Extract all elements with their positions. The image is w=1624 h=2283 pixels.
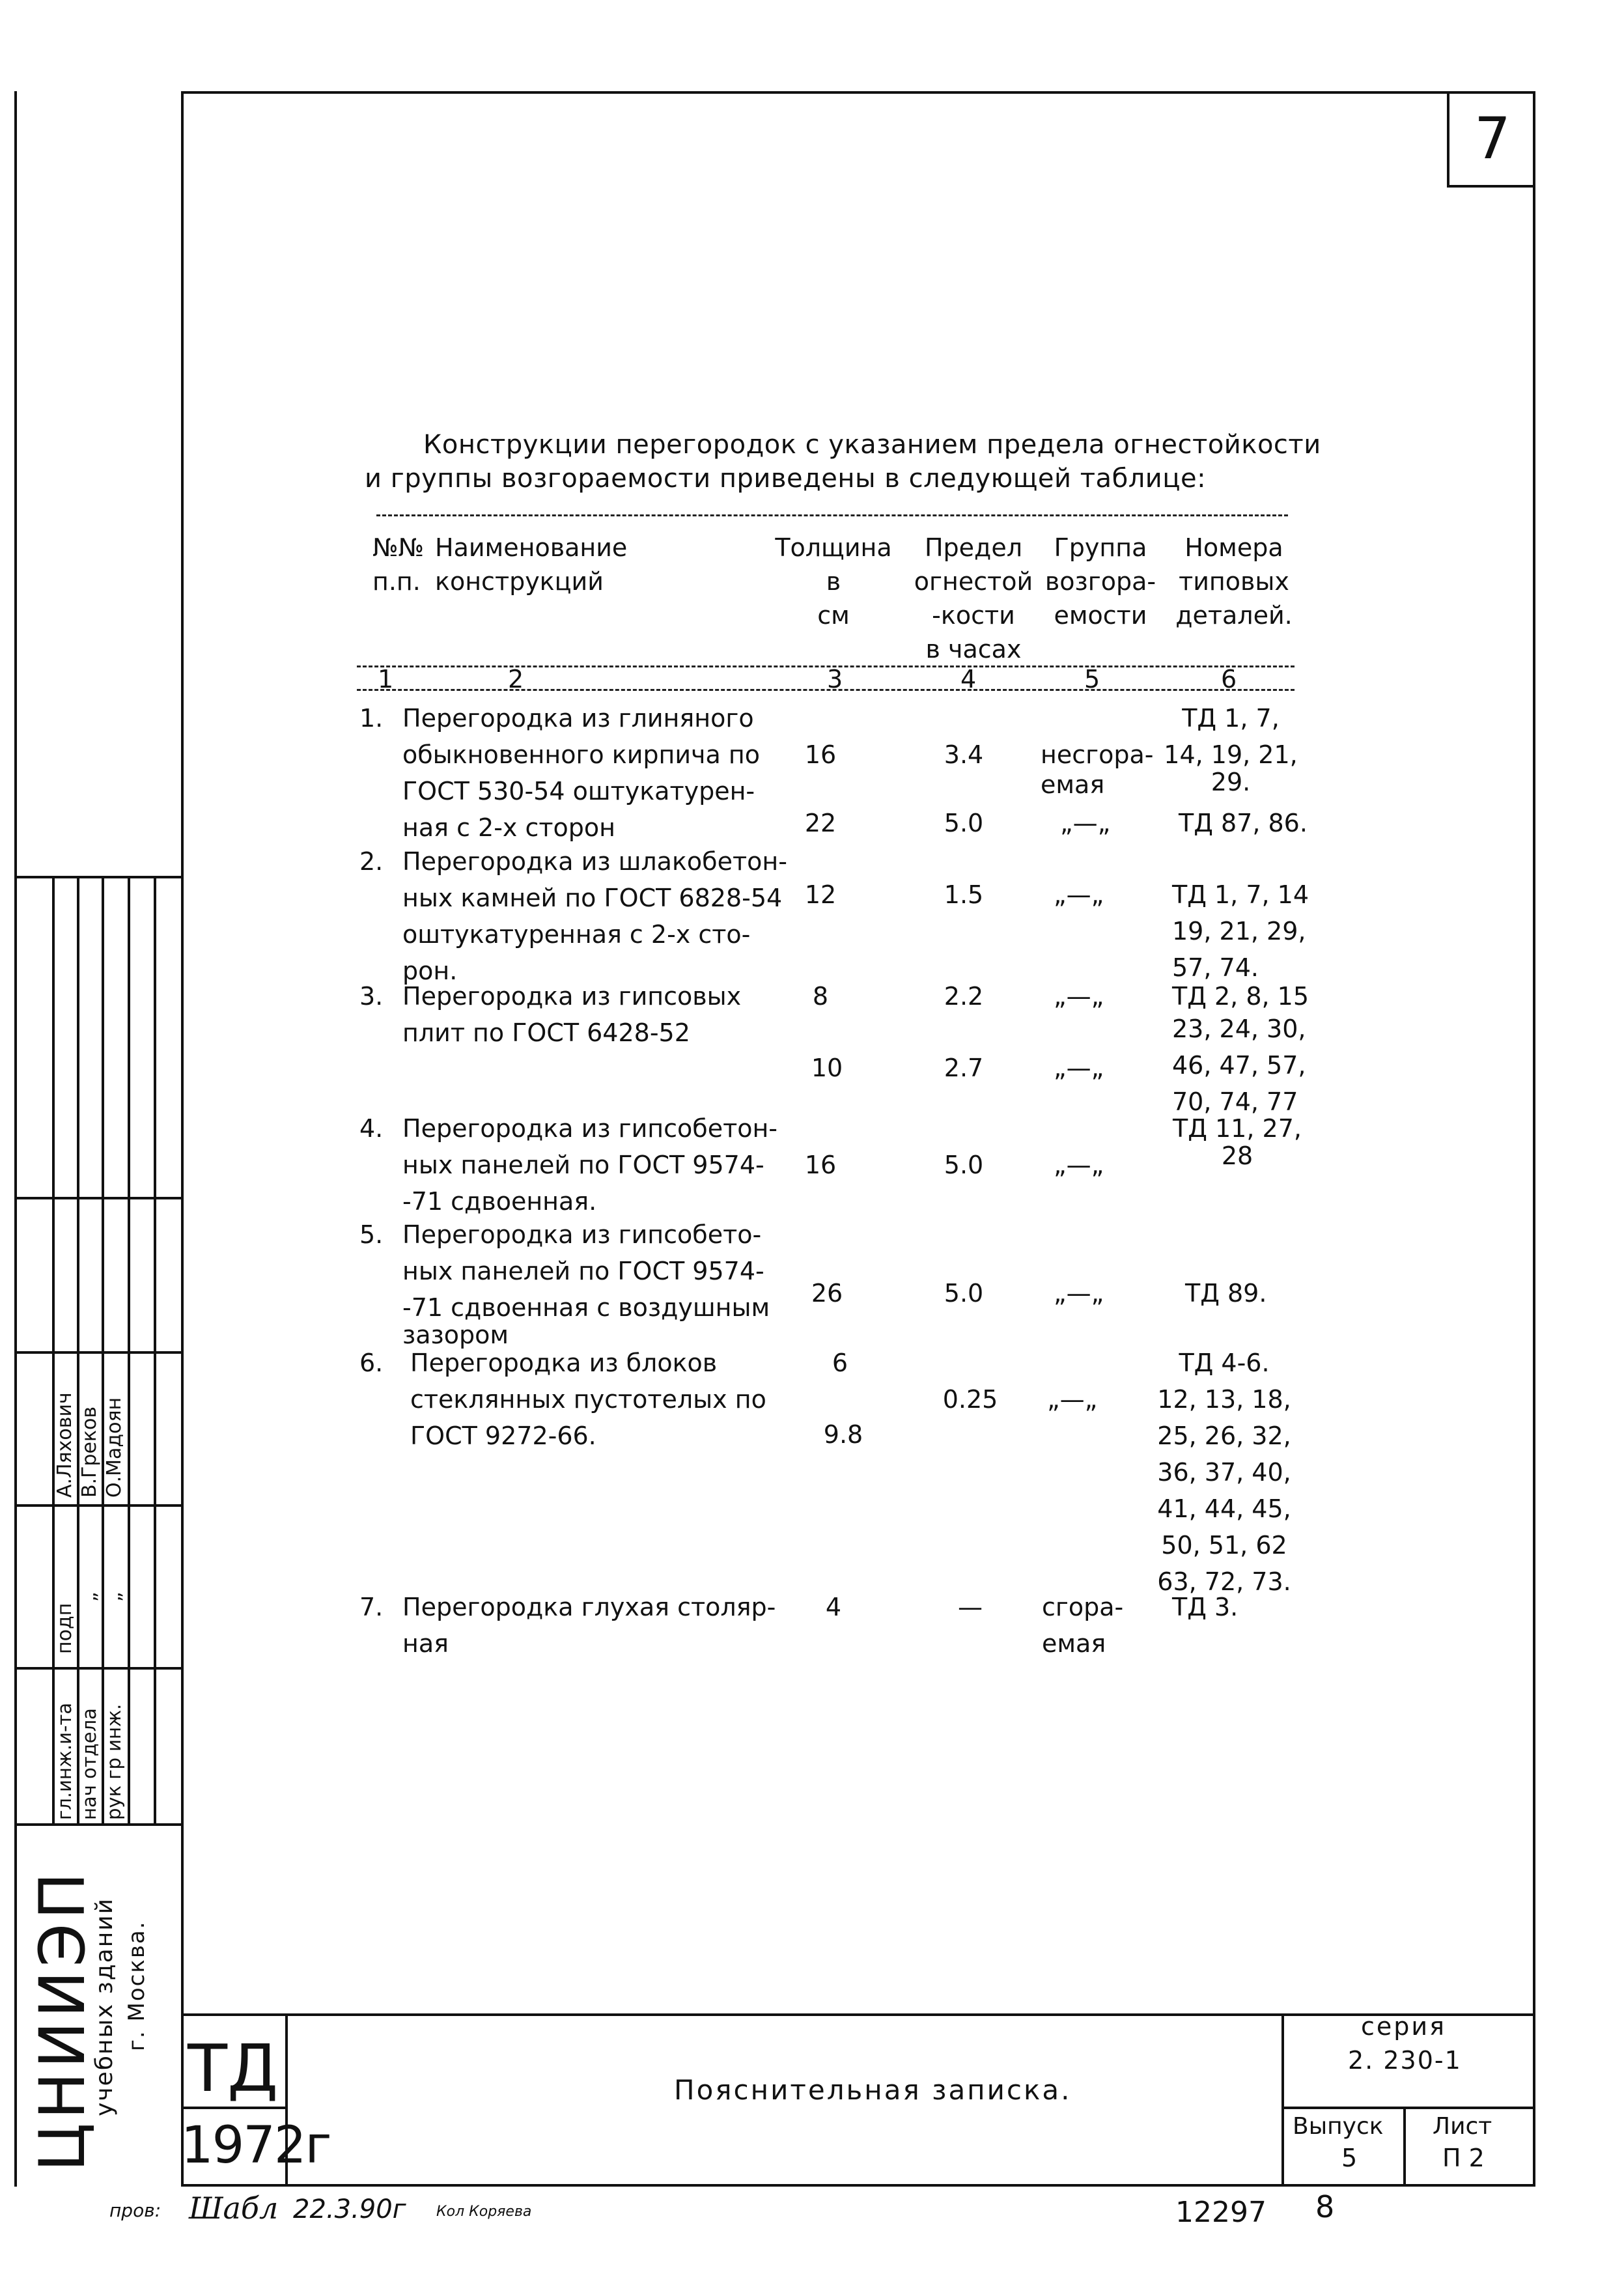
titleblock-divider (1403, 2107, 1406, 2185)
year: 1972г (181, 2116, 331, 2175)
row7-name: Перегородка глухая столяр- ная (402, 1593, 776, 1658)
stamp-grid-line (77, 876, 79, 1823)
row3-details: ТД 2, 8, 15 23, 24, 30, 46, 47, 57, 70, 74, 77 (1172, 982, 1309, 1116)
issue-label: Выпуск (1293, 2113, 1384, 2140)
row1-group: несгора- емая (1041, 740, 1154, 799)
row3-group-b: „—„ (1054, 1054, 1104, 1082)
row6-fire: 0.25 (942, 1385, 998, 1414)
row1-thickness-a: 16 (804, 740, 837, 769)
row1-details-b: ТД 87, 86. (1179, 809, 1308, 837)
table-top-divider (376, 514, 1288, 516)
role-dept-head: нач отдела (78, 1708, 100, 1820)
titleblock-divider (181, 2107, 285, 2109)
row2-thickness: 12 (804, 880, 837, 909)
sheet-label: Лист (1433, 2113, 1492, 2140)
row4-details: ТД 11, 27, 28 (1173, 1114, 1302, 1170)
row4-no: 4. (359, 1114, 384, 1143)
colnum-3: 3 (827, 665, 843, 693)
row7-group: сгора- емая (1042, 1593, 1124, 1658)
colnum-2: 2 (508, 665, 524, 693)
row3-name: Перегородка из гипсовых плит по ГОСТ 6428-52 (402, 982, 742, 1047)
row3-thickness-b: 10 (811, 1054, 843, 1082)
series-label: серия (1361, 2012, 1446, 2041)
row2-no: 2. (359, 847, 384, 876)
name-grekov: В.Греков (78, 1406, 101, 1498)
row3-no: 3. (359, 982, 384, 1011)
row6-no: 6. (359, 1349, 384, 1377)
role-group-lead: рук гр инж. (103, 1703, 125, 1820)
header-details: Номера типовых деталей. (1175, 533, 1293, 630)
row6-name: Перегородка из блоков стеклянных пустотелых по ГОСТ 9272-66. (410, 1349, 766, 1450)
row4-thickness: 16 (804, 1151, 837, 1179)
row6-details: ТД 4-6. 12, 13, 18, 25, 26, 32, 36, 37, 40, 41, 44, 45, 50, 51, 62 63, 72, 73. (1157, 1349, 1291, 1596)
row5-group: „—„ (1054, 1279, 1104, 1308)
row1-thickness-b: 22 (804, 809, 837, 837)
colnum-4: 4 (960, 665, 977, 693)
intro-line-2: и группы возгораемости приведены в следующей таблице: (365, 464, 1207, 494)
row1-no: 1. (359, 704, 384, 733)
row7-fire: — (958, 1593, 983, 1621)
org-name: ЦНИИЭП (26, 1868, 99, 2172)
sign-mark: „ (103, 1591, 126, 1602)
row5-fire: 5.0 (944, 1279, 984, 1308)
row5-thickness: 26 (811, 1279, 843, 1308)
header-no: №№ п.п. (372, 533, 425, 596)
row2-name: Перегородка из шлакобетон- ных камней по ГОСТ 6828-54 оштукатуренная с 2-х сто- рон. (402, 847, 787, 985)
titleblock-top-border (181, 2013, 1535, 2016)
role-chief-engineer: гл.инж.и-та (53, 1702, 76, 1820)
colnum-5: 5 (1084, 665, 1100, 693)
row4-group: „—„ (1054, 1151, 1104, 1179)
check-note: Кол Коряева (436, 2204, 532, 2220)
titleblock-divider (1281, 2107, 1535, 2109)
sign-label: подп (53, 1603, 76, 1654)
row1-name: Перегородка из глиняного обыкновенного кирпича по ГОСТ 530-54 оштукатурен- ная с 2-х сторон (402, 704, 760, 842)
header-fire-limit: Предел огнестой -кости в часах (914, 533, 1033, 664)
checker-signature: Шабл (189, 2191, 279, 2226)
row3-group-a: „—„ (1054, 982, 1104, 1011)
row3-fire-b: 2.7 (944, 1054, 984, 1082)
colnum-6: 6 (1221, 665, 1237, 693)
drawing-frame (181, 91, 1535, 2187)
row5-no: 5. (359, 1220, 384, 1249)
row2-group: „—„ (1054, 880, 1104, 909)
document-title: Пояснительная записка. (674, 2074, 1072, 2106)
issue-value: 5 (1341, 2144, 1358, 2172)
name-madoyan: О.Мадоян (103, 1397, 126, 1498)
intro-line-1: Конструкции перегородок с указанием предела огнестойкости (423, 430, 1321, 460)
row7-thickness: 4 (825, 1593, 842, 1621)
footer-page: 8 (1315, 2189, 1335, 2224)
sign-mark: „ (78, 1591, 101, 1602)
colnum-bottom-divider (357, 689, 1295, 691)
colnum-1: 1 (378, 665, 394, 693)
row3-thickness-a: 8 (812, 982, 829, 1011)
row4-name: Перегородка из гипсобетон- ных панелей по ГОСТ 9574- -71 сдвоенная. (402, 1114, 778, 1216)
row5-name: Перегородка из гипсобето- ных панелей по ГОСТ 9574- -71 сдвоенная с воздушным зазором (402, 1220, 770, 1349)
row2-details: ТД 1, 7, 14 19, 21, 29, 57, 74. (1172, 880, 1309, 982)
org-city: г. Москва. (124, 1920, 150, 2051)
row1-fire-b: 5.0 (944, 809, 984, 837)
prov-label: пров: (109, 2200, 161, 2221)
stamp-grid-line (154, 876, 156, 1823)
check-date: 22.3.90г (293, 2194, 406, 2224)
row7-no: 7. (359, 1593, 384, 1621)
row1-group-ditto: „—„ (1060, 809, 1111, 837)
row3-fire-a: 2.2 (944, 982, 984, 1011)
colnum-top-divider (357, 665, 1295, 667)
row7-details: ТД 3. (1172, 1593, 1239, 1621)
stamp-divider (14, 1823, 181, 1826)
doc-number: 12297 (1175, 2196, 1267, 2229)
org-subtitle: учебных зданий (91, 1897, 118, 2116)
row6-group: „—„ (1047, 1385, 1098, 1414)
stamp-grid-line (102, 876, 104, 1823)
header-thickness: Толщина в см (775, 533, 892, 630)
row4-fire: 5.0 (944, 1151, 984, 1179)
row5-details: ТД 89. (1185, 1279, 1267, 1308)
stamp-grid-line (128, 876, 130, 1823)
header-group: Группа возгора- емости (1044, 533, 1156, 630)
row1-fire-a: 3.4 (944, 740, 984, 769)
row2-fire: 1.5 (944, 880, 984, 909)
row1-details: ТД 1, 7, 14, 19, 21, 29. (1164, 704, 1298, 796)
series-value: 2. 230-1 (1348, 2046, 1462, 2075)
stamp-grid-line (52, 876, 55, 1823)
titleblock-divider (1281, 2013, 1284, 2185)
sheet-value: П 2 (1442, 2144, 1485, 2172)
header-name: Наименование конструкций (435, 533, 628, 596)
name-lyakhovich: А.Ляхович (53, 1392, 76, 1498)
page-number: 7 (1447, 91, 1535, 188)
row6-thickness-b: 9.8 (823, 1420, 863, 1449)
td-mark: ТД (188, 2030, 279, 2107)
row6-thickness-a: 6 (832, 1349, 848, 1377)
